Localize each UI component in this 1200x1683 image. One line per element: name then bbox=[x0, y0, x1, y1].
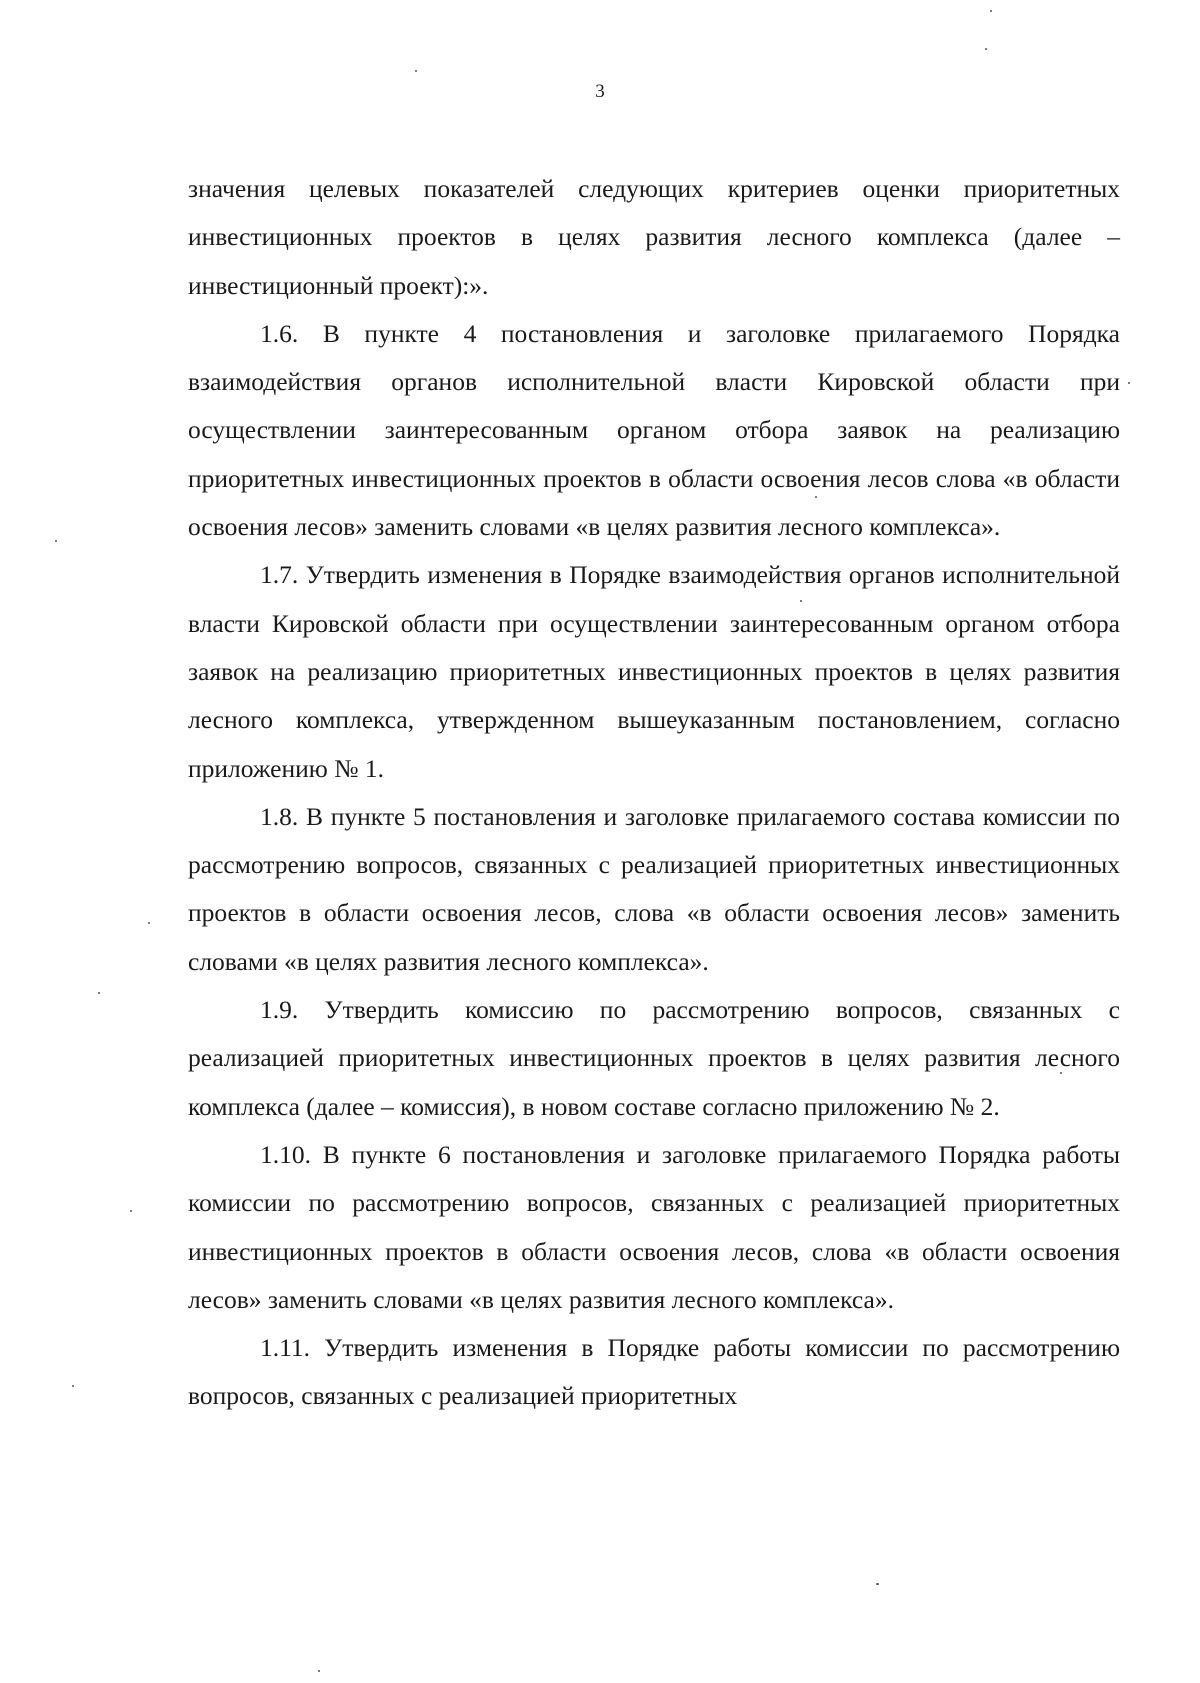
scan-speck bbox=[130, 1210, 132, 1212]
scan-speck bbox=[148, 922, 150, 924]
scan-speck bbox=[1128, 382, 1130, 384]
paragraph-1-8: 1.8. В пункте 5 постановления и заголовке прилагаемого состава комиссии по рассмотрению вопросов, связанных с реализацией приоритетных инвестиционных проектов в области освоения лесов, слова «в области освоения лесов» заменить словами «в целях развития лесного комплекса». bbox=[188, 801, 1120, 976]
scan-speck bbox=[1060, 1072, 1062, 1074]
scan-speck bbox=[990, 10, 992, 12]
scan-speck bbox=[415, 70, 417, 72]
paragraph-1-10: 1.10. В пункте 6 постановления и заголовке прилагаемого Порядка работы комиссии по рассмотрению вопросов, связанных с реализацией приоритетных инвестиционных проектов в области освоения лесов, слова «в области освоения лесов» заменить словами «в целях развития лесного комплекса». bbox=[188, 1139, 1120, 1314]
paragraph-1-9: 1.9. Утвердить комиссию по рассмотрению вопросов, связанных с реализацией приоритетных инвестиционных проектов в целях развития лесного комплекса (далее – комиссия), в новом составе согласно приложению № 2. bbox=[188, 995, 1120, 1121]
paragraph-1-7: 1.7. Утвердить изменения в Порядке взаимодействия органов исполнительной власти Кировской области при осуществлении заинтересованным органом отбора заявок на реализацию приоритетных инвестиционных проектов в целях развития лесного комплекса, утвержденном вышеуказанным постановлением, согласно приложению № 1. bbox=[188, 560, 1120, 783]
scan-speck bbox=[876, 1583, 879, 1585]
scan-speck bbox=[985, 48, 987, 50]
page-number: 3 bbox=[595, 81, 605, 102]
scan-speck bbox=[72, 1385, 74, 1387]
scan-speck bbox=[55, 540, 57, 542]
scan-speck bbox=[98, 992, 100, 994]
paragraph-continuation: значения целевых показателей следующих критериев оценки приоритетных инвестиционных проектов в целях развития лесного комплекса (далее – инвестиционный проект):». bbox=[188, 174, 1120, 300]
scan-speck bbox=[318, 1670, 320, 1672]
document-body bbox=[188, 165, 1120, 1421]
scan-speck bbox=[800, 600, 802, 602]
paragraph-1-6: 1.6. В пункте 4 постановления и заголовке прилагаемого Порядка взаимодействия органов исполнительной власти Кировской области при осуществлении заинтересованным органом отбора заявок на реализацию приоритетных инвестиционных проектов в области освоения лесов слова «в области освоения лесов» заменить словами «в целях развития лесного комплекса». bbox=[188, 318, 1120, 542]
paragraph-1-11: 1.11. Утвердить изменения в Порядке работы комиссии по рассмотрению вопросов, связанных с реализацией приоритетных bbox=[188, 1333, 1120, 1411]
scan-speck bbox=[815, 496, 817, 498]
